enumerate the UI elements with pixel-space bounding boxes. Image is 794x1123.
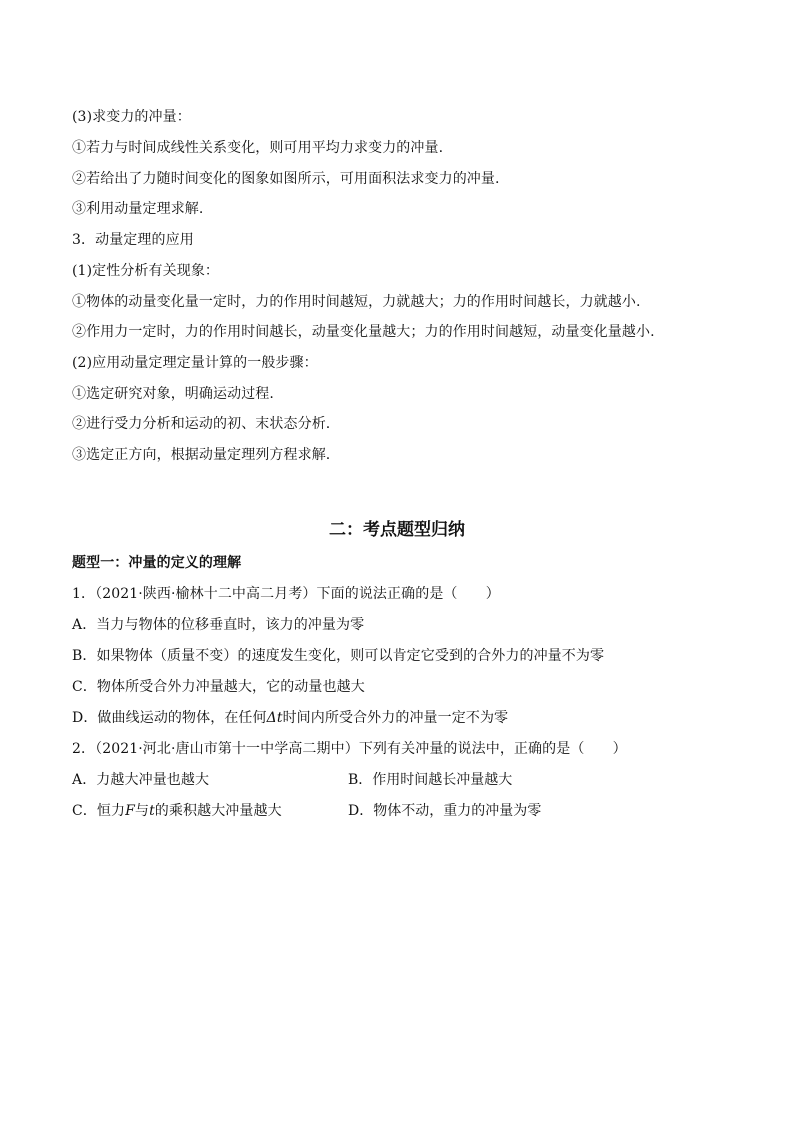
variable-force-title: (3)求变力的冲量： [72,109,191,125]
qualitative-item-1: ①物体的动量变化量一定时，力的作用时间越短，力就越大；力的作用时间越长，力就越小. [72,294,641,310]
quantitative-item-2: ②进行受力分析和运动的初、末状态分析. [72,416,331,432]
question-2-option-c-mid: 与 [134,803,150,819]
time-symbol: t [149,803,155,819]
qualitative-title: (1)定性分析有关现象： [72,263,220,279]
variable-force-item-2: ②若给出了力随时间变化的图象如图所示，可用面积法求变力的冲量. [72,171,500,187]
question-2-option-c-suffix: 的乘积越大冲量越大 [154,803,282,819]
question-2-option-d: D．物体不动，重力的冲量为零 [348,803,542,819]
question-1-option-a: A．当力与物体的位移垂直时，该力的冲量为零 [72,617,365,633]
question-2-option-a: A．力越大冲量也越大 [72,772,210,788]
variable-force-item-1: ①若力与时间成线性关系变化，则可用平均力求变力的冲量. [72,140,444,156]
question-2-stem: 2．（2021·河北·唐山市第十一中学高二期中）下列有关冲量的说法中，正确的是（ ） [72,741,627,757]
question-type-title: 题型一：冲量的定义的理解 [72,555,242,571]
quantitative-item-1: ①选定研究对象，明确运动过程. [72,386,274,402]
question-2-option-c [72,802,282,820]
delta-t-symbol: Δt [266,710,283,726]
question-1-option-d-suffix: 时间内所受合外力的冲量一定不为零 [282,710,509,726]
section-heading: 二：考点题型归纳 [329,520,465,540]
question-2-option-b: B．作用时间越长冲量越大 [348,772,513,788]
variable-force-item-3: ③利用动量定理求解. [72,201,204,217]
qualitative-item-2: ②作用力一定时，力的作用时间越长，动量变化量越大；力的作用时间越短，动量变化量越小. [72,324,655,340]
question-2-option-c-prefix: C．恒力 [72,803,126,819]
quantitative-item-3: ③选定正方向，根据动量定理列方程求解. [72,447,331,463]
force-symbol: F [125,803,135,819]
question-1-option-d [72,709,508,727]
question-1-stem: 1．（2021·陕西·榆林十二中高二月考）下面的说法正确的是（ ） [72,586,500,602]
question-1-option-b: B．如果物体（质量不变）的速度发生变化，则可以肯定它受到的合外力的冲量不为零 [72,648,605,664]
application-title: 3．动量定理的应用 [72,232,194,248]
question-1-option-d-prefix: D．做曲线运动的物体，在任何 [72,710,267,726]
quantitative-title: (2)应用动量定理定量计算的一般步骤： [72,355,318,371]
question-1-option-c: C．物体所受合外力冲量越大，它的动量也越大 [72,679,365,695]
